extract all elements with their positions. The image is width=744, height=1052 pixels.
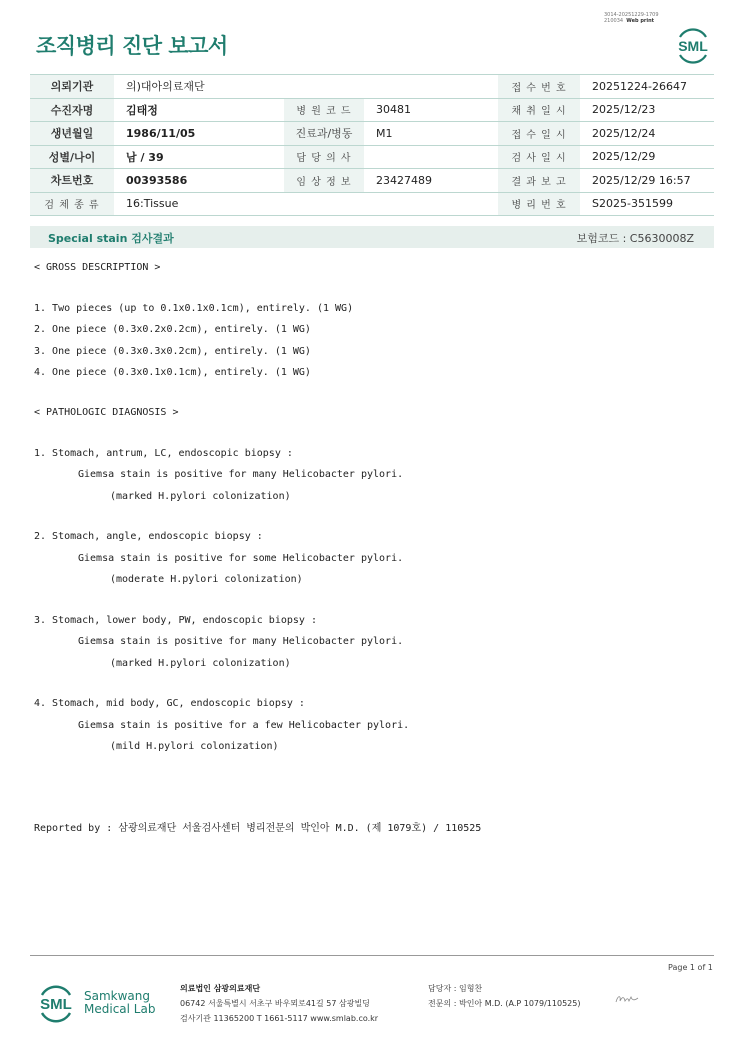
diagnosis-site: 3. Stomach, lower body, PW, endoscopic biopsy :: [34, 615, 317, 626]
signature-image: [614, 992, 640, 1006]
org-name: 의료법인 삼광의료재단: [180, 984, 261, 993]
reported-by: Reported by : 삼광의료재단 서울검사센터 병리전문의 박인아 M.D. (제 1079호) / 110525: [34, 823, 482, 834]
gross-heading: < GROSS DESCRIPTION >: [34, 262, 161, 273]
gross-item: 3. One piece (0.3x0.3x0.2cm), entirely. (1 WG): [34, 346, 311, 357]
patient-name: 김태정: [114, 98, 284, 122]
label-report-date: 결 과 보 고: [498, 169, 580, 193]
diagnosis-heading: < PATHOLOGIC DIAGNOSIS >: [34, 407, 179, 418]
diagnosis-finding: Giemsa stain is positive for many Helicobacter pylori.: [78, 469, 404, 480]
diagnosis-site: 4. Stomach, mid body, GC, endoscopic biopsy :: [34, 698, 305, 709]
pathology-number: S2025-351599: [580, 192, 714, 216]
sml-logo: [674, 24, 712, 64]
receipt-date: 2025/12/24: [580, 122, 714, 146]
footer-staff: [428, 981, 580, 1011]
footer-organization: [180, 981, 378, 1026]
referring-institution: 의)대아의료재단: [114, 75, 498, 99]
diagnosis-note: (moderate H.pylori colonization): [110, 574, 303, 585]
gross-item: 2. One piece (0.3x0.2x0.2cm), entirely. (1 WG): [34, 324, 311, 335]
diagnosis-finding: Giemsa stain is positive for some Helicobacter pylori.: [78, 553, 404, 564]
hospital-code: 30481: [364, 98, 498, 122]
page-title: 조직병리 진단 보고서: [36, 34, 228, 58]
report-date: 2025/12/29 16:57: [580, 169, 714, 193]
info-row: [30, 145, 714, 169]
diagnosis-note: (mild H.pylori colonization): [110, 741, 279, 752]
svg-text:SML: SML: [678, 38, 708, 54]
label-referring-institution: 의뢰기관: [30, 75, 114, 99]
label-pathology-number: 병 리 번 호: [498, 192, 580, 216]
chart-number: 00393586: [114, 169, 284, 193]
label-sex-age: 성별/나이: [30, 145, 114, 169]
print-code-2: 210034: [604, 18, 624, 24]
label-physician: 담 당 의 사: [284, 145, 364, 169]
diagnosis-note: (marked H.pylori colonization): [110, 658, 291, 669]
label-specimen-type: 검 체 종 류: [30, 192, 114, 216]
info-row: [30, 122, 714, 146]
org-address: 06742 서울특별시 서초구 바우뫼로41길 57 삼광빌딩: [180, 999, 370, 1008]
specimen-type: 16:Tissue: [114, 192, 498, 216]
info-row: [30, 169, 714, 193]
footer-divider: [30, 955, 714, 956]
info-row: [30, 98, 714, 122]
insurance-code: 보험코드 : C5630008Z: [576, 232, 694, 245]
footer-brand: [84, 990, 155, 1016]
info-row: [30, 192, 714, 216]
label-accession-number: 접 수 번 호: [498, 75, 580, 99]
page-number: Page 1 of 1: [668, 963, 713, 972]
label-hospital-code: 병 원 코 드: [284, 98, 364, 122]
label-clinical-info: 임 상 정 보: [284, 169, 364, 193]
clinical-info: 23427489: [364, 169, 498, 193]
print-code-1: 3014-20251229-1709: [604, 12, 659, 18]
department: M1: [364, 122, 498, 146]
collection-date: 2025/12/23: [580, 98, 714, 122]
diagnosis-finding: Giemsa stain is positive for a few Helicobacter pylori.: [78, 720, 410, 731]
brand-line-2: Medical Lab: [84, 1002, 156, 1016]
diagnosis-site: 1. Stomach, antrum, LC, endoscopic biopsy :: [34, 448, 293, 459]
print-info: [604, 12, 659, 24]
physician: [364, 145, 498, 169]
label-receipt-date: 접 수 일 시: [498, 122, 580, 146]
label-chart-number: 차트번호: [30, 169, 114, 193]
section-title: Special stain 검사결과: [48, 232, 174, 245]
diagnosis-note: (marked H.pylori colonization): [110, 491, 291, 502]
diagnosis-finding: Giemsa stain is positive for many Helicobacter pylori.: [78, 636, 404, 647]
test-date: 2025/12/29: [580, 145, 714, 169]
accession-number: 20251224-26647: [580, 75, 714, 99]
svg-text:SML: SML: [40, 996, 72, 1013]
gross-item: 1. Two pieces (up to 0.1x0.1x0.1cm), entirely. (1 WG): [34, 303, 354, 314]
info-row: [30, 75, 714, 99]
org-contact: 검사기관 11365200 T 1661-5117 www.smlab.co.kr: [180, 1014, 379, 1023]
birth-date: 1986/11/05: [114, 122, 284, 146]
gross-item: 4. One piece (0.3x0.1x0.1cm), entirely. (1 WG): [34, 367, 311, 378]
brand-line-1: Samkwang: [84, 989, 150, 1003]
diagnosis-site: 2. Stomach, angle, endoscopic biopsy :: [34, 531, 263, 542]
label-birth-date: 생년월일: [30, 122, 114, 146]
label-patient-name: 수진자명: [30, 98, 114, 122]
label-test-date: 검 사 일 시: [498, 145, 580, 169]
patient-info-table: [30, 74, 714, 216]
staff-specialist: 전문의 : 박인아 M.D. (A.P 1079/110525): [428, 999, 581, 1008]
label-department: 진료과/병동: [284, 122, 364, 146]
staff-manager: 담당자 : 임형찬: [428, 984, 483, 993]
sml-footer-logo: [36, 980, 76, 1024]
sex-age: 남 / 39: [114, 145, 284, 169]
label-collection-date: 채 취 일 시: [498, 98, 580, 122]
print-type: Web print: [626, 18, 655, 24]
